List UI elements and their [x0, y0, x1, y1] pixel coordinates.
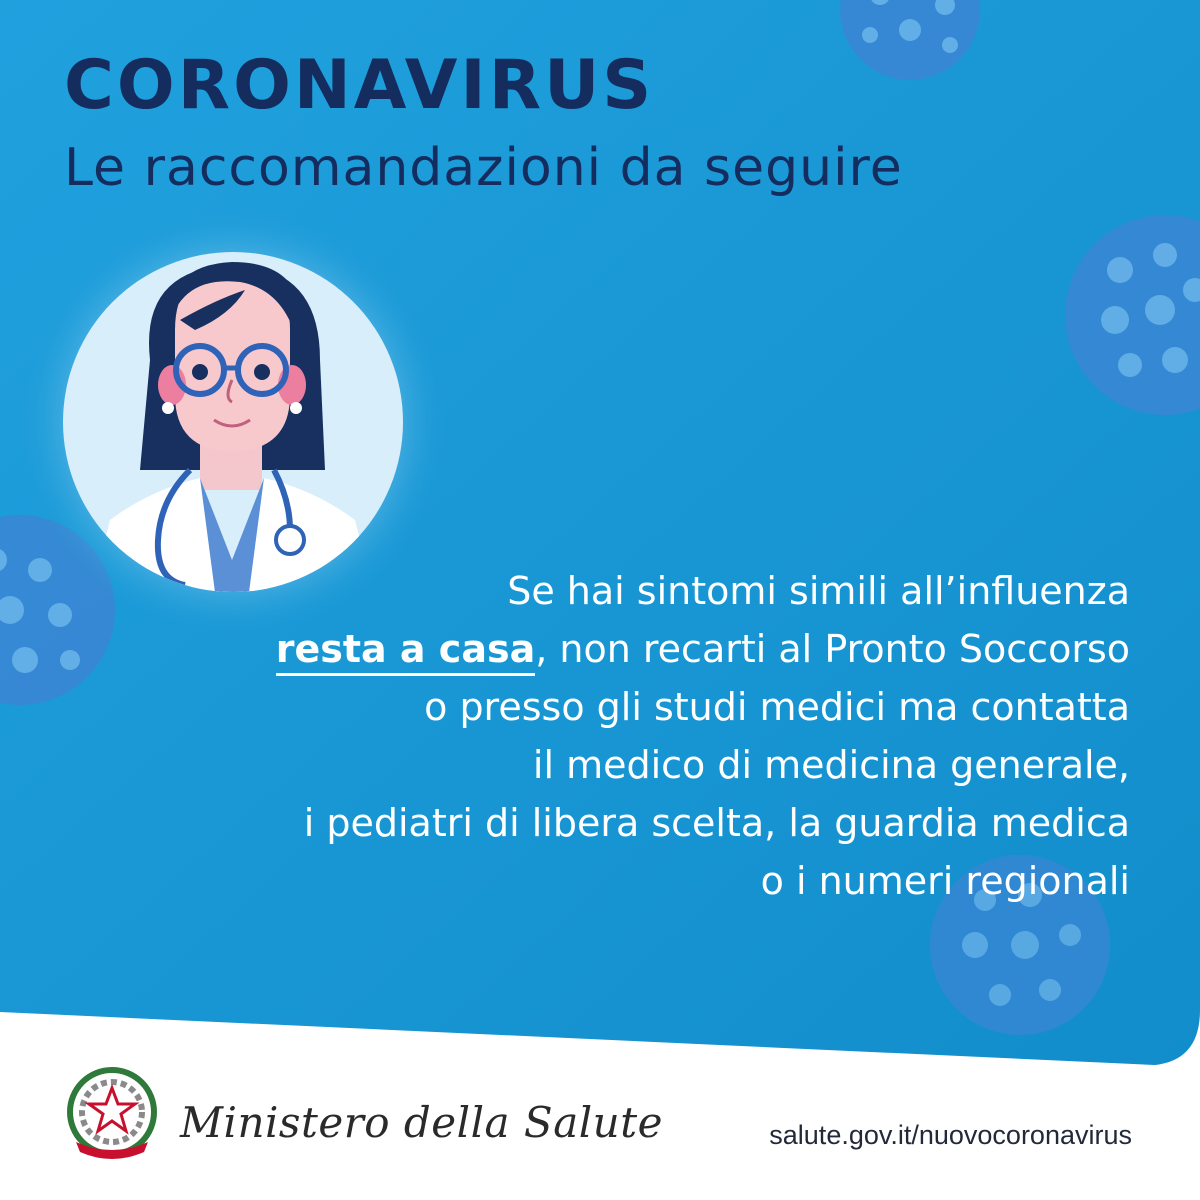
message-line: [130, 620, 1130, 678]
message-line: o i numeri regionali: [760, 859, 1130, 903]
message-line-rest: , non recarti al Pronto Soccorso: [535, 627, 1130, 671]
message-line: o presso gli studi medici ma contatta: [424, 685, 1130, 729]
stay-home-highlight: resta a casa: [276, 627, 535, 676]
website-link[interactable]: salute.gov.it/nuovocoronavirus: [769, 1120, 1132, 1150]
recommendation-text: [130, 562, 1130, 910]
message-line: il medico di medicina generale,: [532, 743, 1130, 787]
republic-emblem-icon: [70, 1070, 154, 1159]
message-line: Se hai sintomi simili all’influenza: [507, 569, 1130, 613]
ministry-name: Ministero della Salute: [180, 1098, 663, 1147]
page-subtitle: Le raccomandazioni da seguire: [64, 138, 903, 198]
message-line: i pediatri di libera scelta, la guardia medica: [303, 801, 1130, 845]
page-title: CORONAVIRUS: [64, 46, 655, 125]
